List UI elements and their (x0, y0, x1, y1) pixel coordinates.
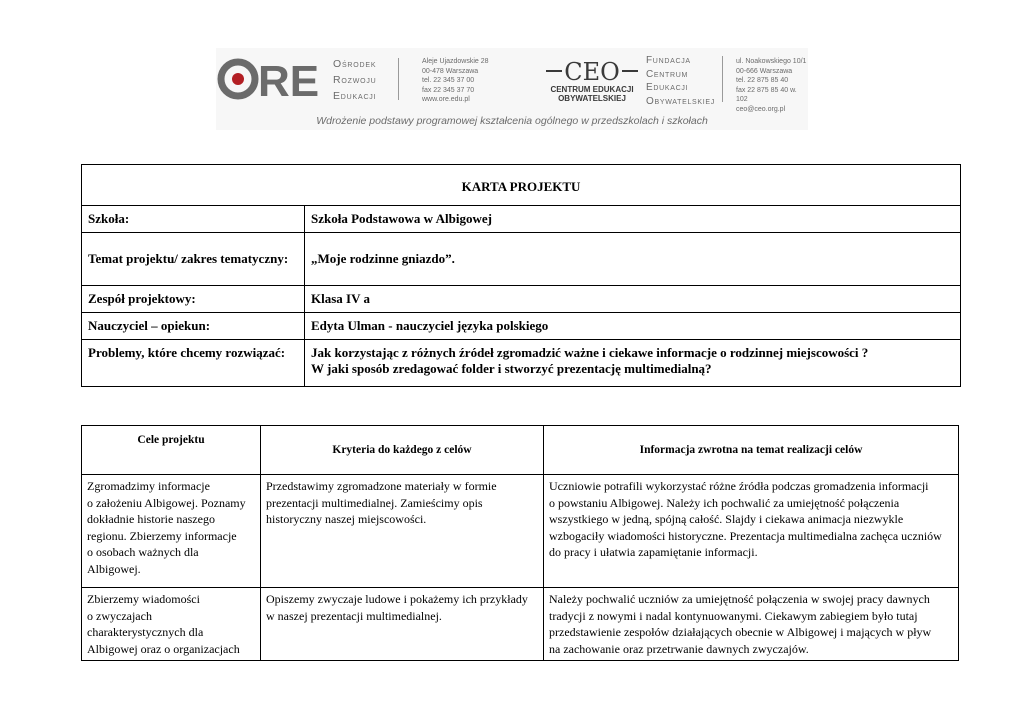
card-value: Szkoła Podstawowa w Albigowej (305, 206, 961, 233)
goal-cell: Zgromadzimy informacje o założeniu Albigowej. Poznamy dokładnie historie naszego regionu. Zbierzemy informacje o osobach ważnych dla Albigowej. (82, 475, 261, 588)
tagline: Wdrożenie podstawy programowej kształcenia ogólnego w przedszkolach i szkołach (316, 115, 708, 127)
card-value: Jak korzystając z różnych źródeł zgromadzić ważne i ciekawe informacje o rodzinnej miejscowości ? W jaki sposób zredagować folder i stworzyć prezentację multimedialną? (305, 340, 961, 387)
divider (722, 56, 723, 102)
column-header: Informacja zwrotna na temat realizacji celów (544, 426, 959, 475)
card-row-team (82, 286, 961, 313)
card-title: KARTA PROJEKTU (82, 165, 961, 206)
card-value: Edyta Ulman - nauczyciel języka polskiego (305, 313, 961, 340)
card-row-problems (82, 340, 961, 387)
criteria-cell: Przedstawimy zgromadzone materiały w formie prezentacji multimedialnej. Zamieścimy opis historyczny naszej miejscowości. (261, 475, 544, 588)
card-value: Klasa IV a (305, 286, 961, 313)
criteria-cell: Opiszemy zwyczaje ludowe i pokażemy ich przykłady w naszej prezentacji multimedialnej. (261, 588, 544, 661)
project-card-table (81, 164, 961, 387)
card-row-teacher (82, 313, 961, 340)
ceo-address: ul. Noakowskiego 10/1 00-666 Warszawa tel. 22 875 85 40 fax 22 875 85 40 w. 102 ceo@ceo.org.pl (736, 58, 807, 113)
ceo-logo (546, 58, 638, 104)
divider (398, 58, 399, 100)
goal-cell: Zbierzemy wiadomości o zwyczajach charakterystycznych dla Albigowej oraz o organizacjach (82, 588, 261, 661)
card-label: Szkoła: (82, 206, 305, 233)
goals-table (81, 425, 959, 661)
table-row (82, 588, 959, 661)
column-header: Cele projektu (82, 426, 261, 475)
feedback-cell: Należy pochwalić uczniów za umiejętność połączenia w swojej pracy dawnych tradycji z nowymi i nadal kontynuowanymi. Ciekawym zabiegiem było tutaj przedstawienie zespołów działających obecnie w Albigowej i mających w pływ na zachowanie oraz przetrwanie dawnych zwyczajów. (544, 588, 959, 661)
svg-text:RE: RE (258, 57, 320, 102)
card-label: Nauczyciel – opiekun: (82, 313, 305, 340)
svg-text:CEO: CEO (564, 58, 620, 86)
header-banner (216, 48, 808, 130)
svg-text:OBYWATELSKIEJ: OBYWATELSKIEJ (558, 94, 626, 103)
svg-text:CENTRUM EDUKACJI: CENTRUM EDUKACJI (550, 85, 634, 94)
feedback-cell: Uczniowie potrafili wykorzystać różne źródła podczas gromadzenia informacji o powstaniu Albigowej. Należy ich pochwalić za umiejętność połączenia wszystkiego w jedną, spójną całość. Slajdy i ciekawa animacja niezwykle wzbogaciły wiadomości historyczne. Prezentacja multimedialna zachęca uczniów do pracy i ułatwia zapamiętanie informacji. (544, 475, 959, 588)
column-header: Kryteria do każdego z celów (261, 426, 544, 475)
card-label: Problemy, które chcemy rozwiązać: (82, 340, 305, 387)
card-row-topic (82, 233, 961, 286)
card-title-row (82, 165, 961, 206)
ore-logo (216, 56, 320, 102)
card-label: Zespół projektowy: (82, 286, 305, 313)
ceo-name: Fundacja Centrum Edukacji Obywatelskiej (646, 55, 716, 107)
card-value: „Moje rodzinne gniazdo”. (305, 233, 961, 286)
goals-header-row (82, 426, 959, 475)
card-label: Temat projektu/ zakres tematyczny: (82, 233, 305, 286)
card-row-school (82, 206, 961, 233)
ore-address: Aleje Ujazdowskie 28 00-478 Warszawa tel. 22 345 37 00 fax 22 345 37 70 www.ore.edu.pl (422, 58, 489, 103)
table-row (82, 475, 959, 588)
ore-name: Ośrodek Rozwoju Edukacji (333, 58, 377, 102)
